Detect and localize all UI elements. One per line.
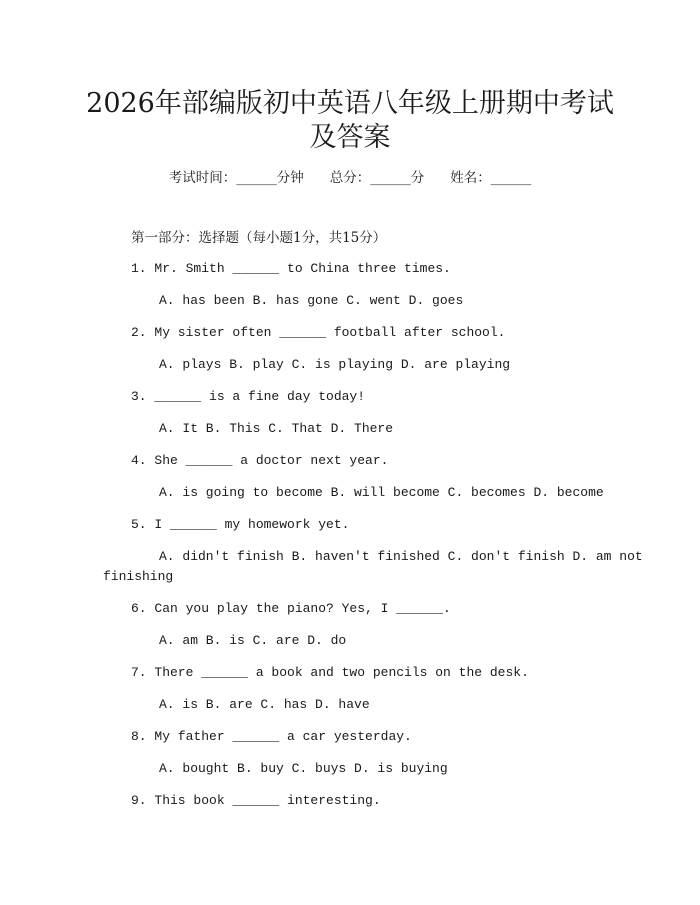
question-stem: 9. This book ______ interesting. [131,793,381,808]
question-options: A. is B. are C. has D. have [159,697,370,712]
question-stem: 1. Mr. Smith ______ to China three times. [131,261,451,276]
exam-title-line2: 及答案 [309,122,391,153]
question-options: A. am B. is C. are D. do [159,633,347,648]
question-options: A. has been B. has gone C. went D. goes [159,293,464,308]
question-stem: 3. ______ is a fine day today! [131,389,366,404]
student-name-field: 姓名：______ [450,170,532,186]
section-heading: 第一部分：选择题（每小题1分，共15分） [131,230,387,246]
question-stem: 6. Can you play the piano? Yes, I ______. [131,601,451,616]
question-stem: 7. There ______ a book and two pencils on the desk. [131,665,529,680]
question-options: A. is going to become B. will become C. becomes D. become [159,485,604,500]
question-options: A. It B. This C. That D. There [159,421,394,436]
question-options: A. plays B. play C. is playing D. are playing [159,357,511,372]
question-options-wrap: finishing [103,569,174,584]
exam-title-line1: 2026年部编版初中英语八年级上册期中考试 [86,88,614,119]
exam-info-row [0,168,700,188]
question-stem: 8. My father ______ a car yesterday. [131,729,412,744]
question-options: A. bought B. buy C. buys D. is buying [159,761,448,776]
exam-time-field: 考试时间：______分钟 [168,170,304,186]
question-options: A. didn't finish B. haven't finished C. don't finish D. am not [159,549,643,564]
question-stem: 4. She ______ a doctor next year. [131,453,389,468]
question-stem: 2. My sister often ______ football after school. [131,325,506,340]
question-stem: 5. I ______ my homework yet. [131,517,350,532]
total-score-field: 总分：______分 [329,170,425,186]
